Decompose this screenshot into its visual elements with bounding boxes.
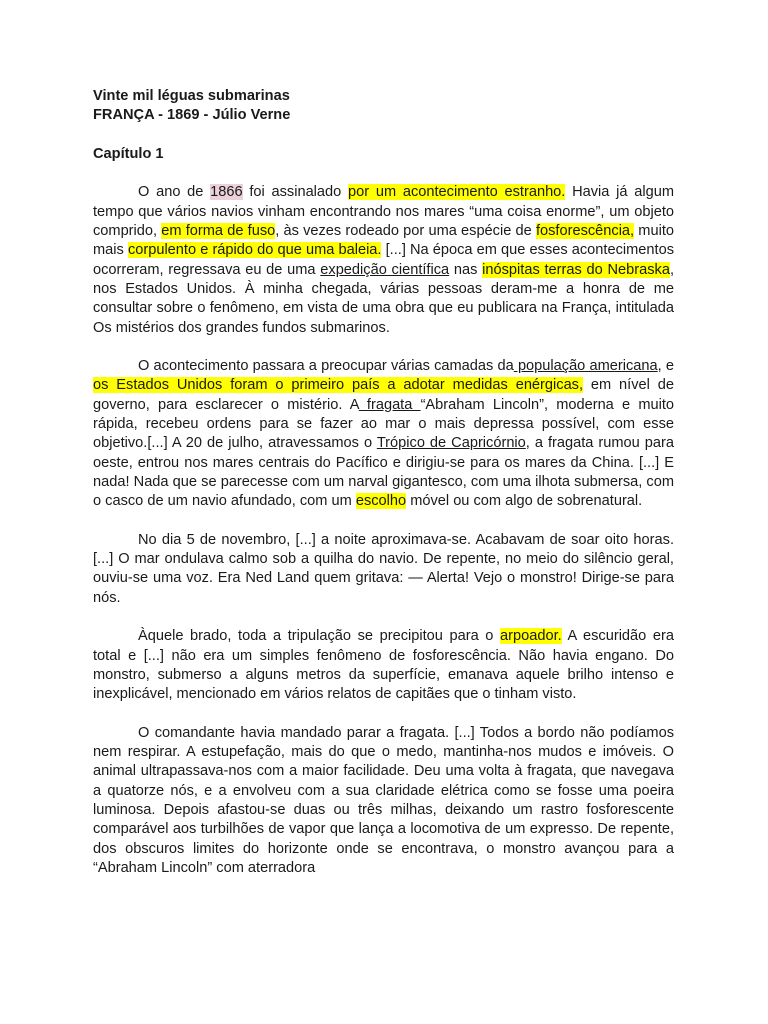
underlined-text: Trópico de Capricórnio (376, 435, 526, 452)
text-run: , e (657, 358, 675, 375)
text-run: móvel ou com algo de sobrenatural. (406, 493, 643, 510)
document-page (93, 87, 674, 897)
text-run: , nos Estados Unidos. À minha chegada, várias pessoas deram-me a honra de me consultar sobre o fenômeno, em vista de uma obra que eu publicara na França, intitulada Os mistérios dos grandes fundos submarinos. (93, 261, 674, 336)
underlined-text: fragata (358, 396, 421, 413)
text-run: Àquele brado, toda a tripulação se precipitou para o (138, 628, 501, 645)
highlighted-text: fosforescência, (535, 223, 635, 240)
highlighted-text: os Estados Unidos foram o primeiro país a adotar medidas enérgicas, (93, 377, 584, 394)
highlighted-text: em forma de fuso (161, 223, 276, 240)
highlighted-text: por um acontecimento estranho. (348, 184, 566, 201)
text-run: Havia já algum tempo que vários navios vinham encontrando nos mares “uma coisa enorme”, um objeto comprido, (93, 184, 674, 240)
text-run: nas (449, 261, 483, 278)
text-run: [...] Na época em que esses acontecimentos ocorreram, regressava eu de uma (93, 242, 674, 278)
text-run: O comandante havia mandado parar a fragata. [...] Todos a bordo não podíamos nem respirar. A estupefação, mais do que o medo, mantinha-nos mudos e imóveis. O animal ultrapassava-nos com a maior facilidade. Deu uma volta à fragata, que navegava a quatorze nós, e a envolveu com a sua claridade elétrica como se fosse uma poeira luminosa. Depois afastou-se duas ou três milhas, deixando um rastro fosforescente comparável aos turbilhões de vapor que lança a locomotiva de um expresso. De repente, dos obscuros limites do horizonte onde se encontrava, o monstro avançou para a “Abraham Lincoln” com aterradora (93, 724, 674, 876)
text-run: em nível de governo, para esclarecer o mistério. A (93, 377, 674, 413)
highlighted-text: arpoador. (500, 628, 562, 645)
underlined-text: expedição científica (320, 261, 450, 278)
paragraph-4 (93, 627, 674, 704)
paragraph-2 (93, 357, 674, 511)
highlighted-text: escolho (355, 493, 407, 510)
text-run: No dia 5 de novembro, [...] a noite aproximava-se. Acabavam de soar oito horas. [...] O mar ondulava calmo sob a quilha do navio. De repente, no meio do silêncio geral, ouviu-se uma voz. Era Ned Land quem gritava: — Alerta! Vejo o monstro! Dirige-se para nós. (93, 531, 674, 606)
chapter-heading: Capítulo 1 (93, 145, 164, 162)
highlighted-text: corpulento e rápido do que uma baleia. (127, 242, 382, 259)
paragraph-1 (93, 183, 674, 337)
text-run: O ano de (138, 184, 211, 201)
text-run: A escuridão era total e [...] não era um simples fenômeno de fosforescência. Não havia engano. Do monstro, submerso a alguns metros da superfície, emanava aquele brilho intenso e inexplicável, mencionado em vários relatos de capitães que o tinham visto. (93, 628, 674, 703)
text-run: , às vezes rodeado por uma espécie de (275, 223, 536, 240)
book-subtitle: FRANÇA - 1869 - Júlio Verne (93, 107, 291, 124)
book-title: Vinte mil léguas submarinas (93, 88, 290, 104)
text-run: foi assinalado (242, 184, 349, 201)
text-run: “Abraham Lincoln”, moderna e muito rápida, recebeu ordens para se fazer ao mar o mais depressa possível, com esse objetivo.[...] A 20 de julho, atravessamos o (93, 396, 675, 452)
highlighted-text: inóspitas terras do Nebraska (482, 261, 670, 278)
underlined-text: população americana (513, 358, 658, 375)
paragraph-5 (93, 724, 674, 878)
highlighted-text: 1866 (210, 184, 243, 201)
text-run: muito mais (93, 223, 674, 259)
text-run: O acontecimento passara a preocupar várias camadas da (138, 358, 514, 375)
paragraph-3 (93, 531, 674, 608)
text-run: , a fragata rumou para oeste, entrou nos mares centrais do Pacífico e dirigiu-se para os mares da China. [...] E nada! Nada que se parecesse com um narval gigantesco, com uma ilhota submersa, com o casco de um navio afundado, com um (93, 435, 674, 510)
